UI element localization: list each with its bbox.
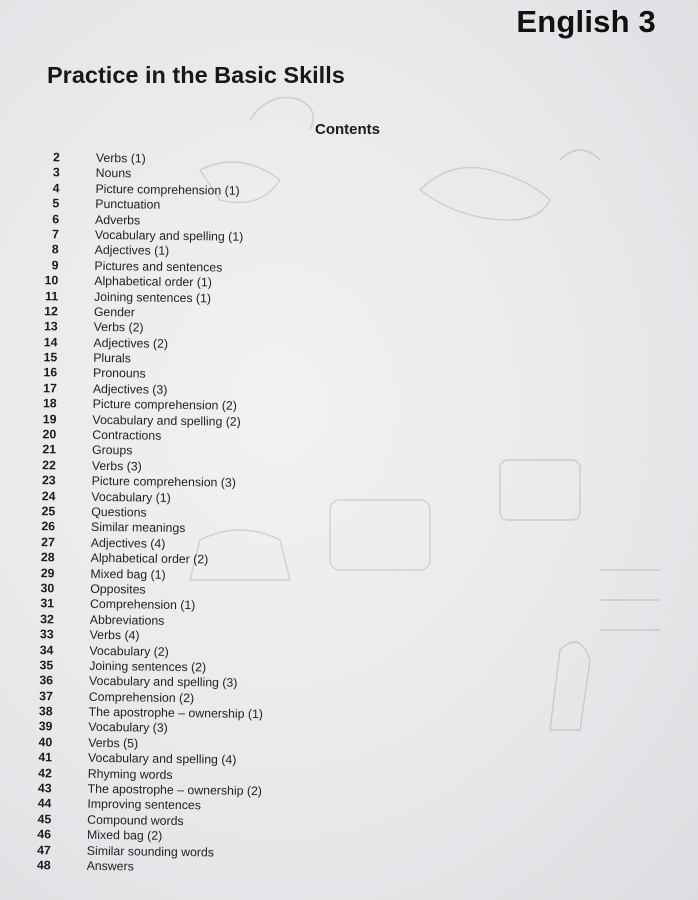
contents-page-number: 42 [38, 765, 52, 780]
contents-page-number: 34 [39, 642, 54, 657]
contents-entry-title: Joining sentences (2) [89, 658, 207, 675]
contents-page-number: 32 [40, 611, 54, 627]
contents-page-number: 44 [37, 796, 52, 811]
contents-page-number: 37 [39, 688, 53, 704]
contents-page-number: 31 [40, 596, 55, 611]
contents-page-number: 27 [41, 534, 55, 550]
contents-entry-title: Similar sounding words [86, 843, 215, 860]
contents-page-number: 24 [41, 488, 56, 503]
contents-entry-title: Vocabulary (3) [88, 720, 168, 736]
contents-page-number: 2 [52, 150, 60, 165]
contents-page-number: 23 [41, 473, 56, 488]
contents-entry-title: Alphabetical order (1) [94, 273, 212, 290]
contents-page-number: 26 [41, 519, 56, 534]
contents-entry-title: Adjectives (4) [90, 535, 166, 551]
contents-entry-title: Vocabulary (1) [91, 489, 171, 505]
series-title: English 3 [516, 4, 656, 39]
contents-entry-title: Adjectives (3) [92, 381, 168, 397]
contents-entry-title: Comprehension (1) [89, 597, 196, 613]
contents-page-number: 22 [42, 457, 56, 473]
contents-page-number: 11 [45, 288, 59, 303]
contents-page-number: 10 [44, 273, 59, 288]
contents-entry-title: Abbreviations [89, 612, 165, 628]
contents-page-number: 28 [40, 550, 55, 565]
contents-entry-title: Adjectives (2) [93, 335, 169, 351]
contents-entry-title: Alphabetical order (2) [90, 550, 209, 567]
contents-page-number: 41 [38, 750, 53, 765]
contents-entry-title: Vocabulary and spelling (3) [88, 674, 238, 691]
contents-entry-title: Questions [91, 504, 147, 520]
contents-page-number: 30 [40, 581, 55, 596]
contents-page-number: 38 [38, 704, 53, 719]
contents-page-number: 14 [43, 334, 58, 350]
contents-page-number: 9 [51, 258, 59, 273]
contents-page-number: 25 [41, 504, 56, 519]
contents-page-number: 48 [36, 858, 51, 873]
contents-page-number: 19 [42, 411, 57, 427]
contents-page-number: 45 [37, 811, 52, 827]
contents-entry-title: Picture comprehension (1) [95, 181, 240, 198]
contents-entry-title: Nouns [95, 166, 132, 181]
contents-entry-title: Groups [91, 443, 133, 458]
contents-entry-title: Contractions [92, 427, 162, 443]
contents-entry-title: Mixed bag (2) [86, 827, 163, 843]
contents-entry-title: The apostrophe – ownership (2) [87, 781, 263, 799]
contents-page-number: 7 [51, 227, 59, 242]
contents-entry-title: Picture comprehension (3) [91, 474, 236, 490]
contents-heading: Contents [315, 121, 380, 138]
contents-entry-title: Pictures and sentences [94, 258, 223, 275]
contents-page-number: 4 [52, 181, 60, 196]
contents-page-number: 46 [37, 827, 52, 842]
contents-page-number: 8 [51, 242, 59, 257]
contents-page-number: 15 [43, 350, 58, 365]
contents-entry-title: Mixed bag (1) [90, 566, 166, 582]
contents-entry-title: Similar meanings [90, 520, 186, 536]
contents-entry-title: Vocabulary and spelling (2) [92, 412, 241, 429]
contents-entry-title: Joining sentences (1) [93, 289, 212, 305]
contents-page-number: 3 [52, 165, 60, 180]
contents-entry-title: Comprehension (2) [88, 689, 195, 705]
contents-entry-title: Vocabulary and spelling (1) [94, 227, 244, 244]
contents-entry-title: Vocabulary and spelling (4) [87, 751, 237, 767]
contents-entry-title: Verbs (3) [91, 458, 142, 474]
contents-entry-title: Gender [93, 304, 136, 320]
contents-page-number: 47 [37, 842, 51, 857]
contents-entry-title: Verbs (1) [95, 150, 146, 166]
contents-list [21, 150, 450, 879]
contents-page-number: 20 [42, 427, 57, 442]
contents-page-number: 13 [43, 319, 58, 334]
contents-entry-title: Plurals [93, 350, 131, 366]
contents-entry-title: Vocabulary (2) [89, 643, 169, 659]
contents-page-number: 21 [42, 442, 57, 457]
contents-page-number: 18 [42, 396, 57, 411]
contents-entry-title: Compound words [87, 812, 184, 828]
contents-entry-title: Verbs (4) [89, 627, 140, 643]
contents-page-number: 39 [38, 719, 53, 734]
contents-page-number: 43 [37, 781, 52, 796]
contents-entry-title: Picture comprehension (2) [92, 397, 237, 413]
contents-page-number: 5 [52, 196, 60, 211]
contents-entry-title: Verbs (2) [93, 320, 144, 335]
contents-entry-title: Adverbs [95, 212, 141, 228]
contents-page-number: 12 [44, 304, 58, 319]
book-title: Practice in the Basic Skills [47, 62, 345, 88]
contents-entry-title: Improving sentences [87, 797, 201, 813]
contents-page-number: 16 [43, 365, 58, 380]
contents-entry-title: Pronouns [92, 366, 146, 382]
contents-page-number: 17 [43, 381, 57, 396]
contents-page-number: 40 [38, 735, 53, 750]
contents-page-number: 35 [39, 658, 54, 673]
contents-entry-title: Punctuation [95, 197, 161, 212]
contents-entry-title: Rhyming words [87, 766, 173, 782]
contents-page-number: 36 [39, 673, 54, 688]
contents-entry-title: Adjectives (1) [94, 243, 170, 259]
contents-page-number: 29 [40, 565, 55, 580]
contents-entry-title: Answers [86, 858, 134, 874]
contents-entry-title: Opposites [90, 581, 146, 597]
contents-page-number: 6 [52, 211, 60, 226]
contents-entry-title: The apostrophe – ownership (1) [88, 704, 264, 722]
contents-entry-title: Verbs (5) [88, 735, 139, 751]
contents-page-number: 33 [39, 627, 54, 642]
